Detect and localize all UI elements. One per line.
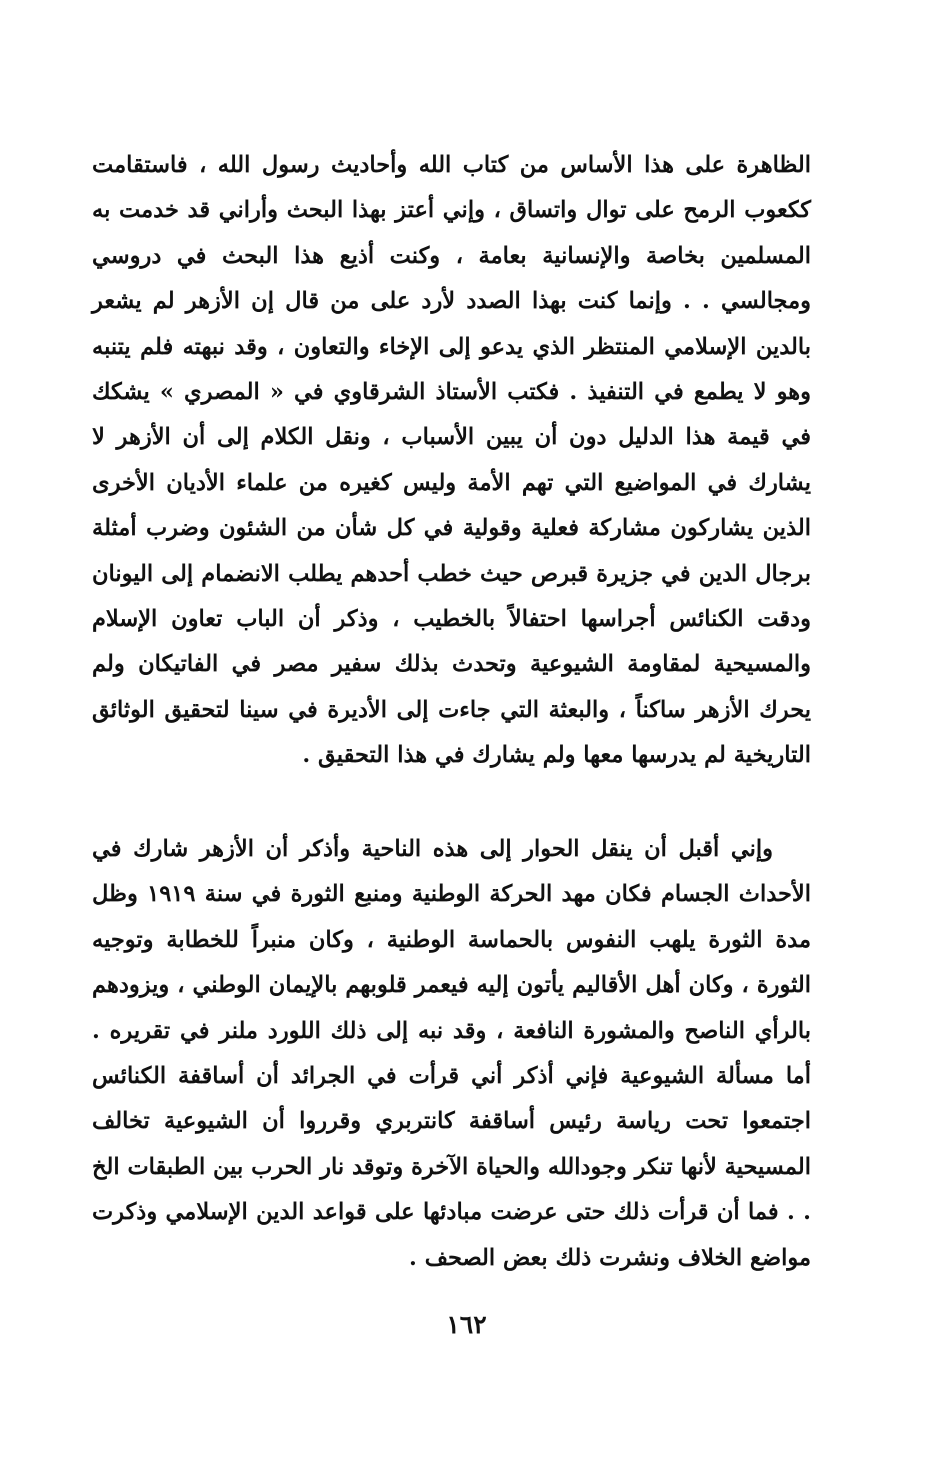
body-paragraph-2: وإني أقبل أن ينقل الحوار إلى هذه الناحية وأذكر أن الأزهر شارك في الأحداث الجسام فكان مهد الحركة الوطنية ومنبع الثورة في سنة ١٩١٩ وظل مدة الثورة يلهب النفوس بالحماسة الوطنية ، وكان منبراً للخطابة وتوجيه الثورة ، وكان أهل الأقاليم يأتون إليه فيعمر قلوبهم بالإيمان الوطني ، ويزودهم بالرأي الناصح والمشورة النافعة ، وقد نبه إلى ذلك اللورد ملنر في تقريره . أما مسألة الشيوعية فإني أذكر أني قرأت في الجرائد أن أساقفة الكنائس اجتمعوا تحت رياسة رئيس أساقفة كانتربري وقرروا أن الشيوعية تخالف المسيحية لأنها تنكر وجودالله والحياة الآخرة وتوقد نار الحرب بين الطبقات الخ . . فما أن قرأت ذلك حتى عرضت مبادئها على قواعد الدين الإسلامي وذكرت مواضع الخلاف ونشرت ذلك بعض الصحف . bbox=[91, 836, 811, 1271]
page-number: ١٦٢ bbox=[446, 1310, 487, 1339]
body-paragraph-1: الظاهرة على هذا الأساس من كتاب الله وأحاديث رسول الله ، فاستقامت ككعوب الرمح على توال واتساق ، وإني أعتز بهذا البحث وأراني قد خدمت به المسلمين بخاصة والإنسانية بعامة ، وكنت أذيع هذا البحث في دروسي ومجالسي . . وإنما كنت بهذا الصدد لأرد على من قال إن الأزهر لم يشعر بالدين الإسلامي المنتظر الذي يدعو إلى الإخاء والتعاون ، وقد نبهته فلم يتنبه وهو لا يطمع في التنفيذ . فكتب الأستاذ الشرقاوي في « المصري » يشكك في قيمة هذا الدليل دون أن يبين الأسباب ، ونقل الكلام إلى أن الأزهر لا يشارك في المواضيع التي تهم الأمة وليس كغيره من علماء الأديان الأخرى الذين يشاركون مشاركة فعلية وقولية في كل شأن من الشئون وضرب أمثلة برجال الدين في جزيرة قبرص حيث خطب أحدهم يطلب الانضمام إلى اليونان ودقت الكنائس أجراسها احتفالاً بالخطيب ، وذكر أن الباب تعاون الإسلام والمسيحية لمقاومة الشيوعية وتحدث بذلك سفير مصر في الفاتيكان ولم يحرك الأزهر ساكناً ، والبعثة التي جاءت إلى الأديرة في سينا لتحقيق الوثائق التاريخية لم يدرسها معها ولم يشارك في هذا التحقيق . bbox=[92, 152, 811, 769]
